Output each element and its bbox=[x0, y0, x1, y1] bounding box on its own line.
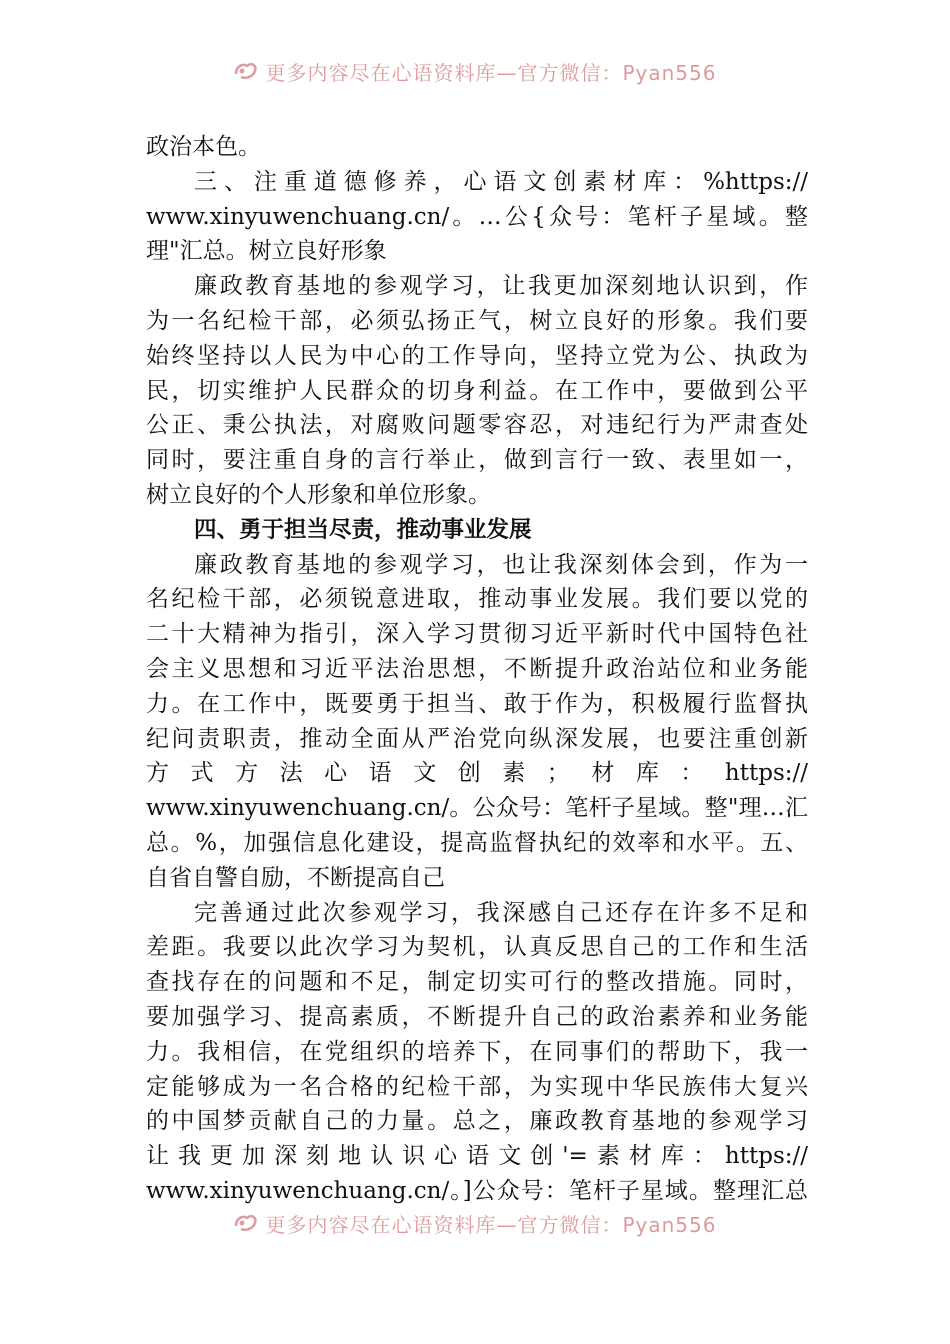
header-watermark bbox=[0, 56, 950, 86]
body-line: www.xinyuwenchuang.cn/。…公{众号：笔杆子星域。整 bbox=[146, 203, 808, 230]
paragraph-line: 二十大精神为指引，深入学习贯彻习近平新时代中国特色社 bbox=[146, 621, 808, 648]
paragraph-line: 定能够成为一名合格的纪检干部，为实现中华民族伟大复兴 bbox=[146, 1073, 808, 1100]
paragraph-line: 廉政教育基地的参观学习，让我更加深刻地认识到，作 bbox=[194, 273, 808, 300]
header-watermark-text: 更多内容尽在心语资料库—官方微信：Pyan556 bbox=[265, 60, 717, 85]
paragraph-line: 会主义思想和习近平法治思想，不断提升政治站位和业务能 bbox=[146, 655, 808, 682]
paragraph-line: 查找存在的问题和不足，制定切实可行的整改措施。同时， bbox=[146, 969, 808, 996]
paragraph-line: 公正、秉公执法，对腐败问题零容忍，对违纪行为严肃查处 bbox=[146, 412, 808, 439]
paragraph-line: 民，切实维护人民群众的切身利益。在工作中，要做到公平 bbox=[146, 377, 808, 404]
body-line: 政治本色。 bbox=[146, 134, 261, 160]
paragraph-line: 力。在工作中，既要勇于担当、敢于作为，积极履行监督执 bbox=[146, 690, 808, 717]
section-heading-4: 四、勇于担当尽责，推动事业发展 bbox=[194, 516, 532, 543]
paragraph-line: 方式方法心语文创素；材库：https:// bbox=[146, 760, 808, 787]
paragraph-line: 的中国梦贡献自己的力量。总之，廉政教育基地的参观学习 bbox=[146, 1108, 808, 1135]
footer-watermark bbox=[0, 1208, 950, 1238]
paragraph-line: 廉政教育基地的参观学习，也让我深刻体会到，作为一 bbox=[194, 551, 808, 578]
paragraph-line: 同时，要注重自身的言行举止，做到言行一致、表里如一， bbox=[146, 447, 808, 474]
section-heading-3: 三、注重道德修养，心语文创素材库：%https:// bbox=[194, 168, 808, 195]
document-body bbox=[146, 130, 808, 1209]
paragraph-line: 让我更加深刻地认识心语文创'=素材库：https:// bbox=[146, 1143, 808, 1170]
paragraph-line: www.xinyuwenchuang.cn/。]公众号：笔杆子星域。整理汇总 bbox=[146, 1177, 808, 1204]
logo-icon bbox=[233, 60, 259, 82]
paragraph-line: 力。我相信，在党组织的培养下，在同事们的帮助下，我一 bbox=[146, 1038, 808, 1065]
paragraph-line: 为一名纪检干部，必须弘扬正气，树立良好的形象。我们要 bbox=[146, 307, 808, 334]
section-heading-5: 自省自警自励，不断提高自己 bbox=[146, 864, 445, 891]
paragraph-line: 始终坚持以人民为中心的工作导向，坚持立党为公、执政为 bbox=[146, 342, 808, 369]
paragraph-line: www.xinyuwenchuang.cn/。公众号：笔杆子星域。整"理…汇 bbox=[146, 795, 808, 822]
paragraph-line: 树立良好的个人形象和单位形象。 bbox=[146, 481, 491, 508]
paragraph-line: 要加强学习、提高素质，不断提升自己的政治素养和业务能 bbox=[146, 1003, 808, 1030]
body-line: 理"汇总。树立良好形象 bbox=[146, 238, 387, 265]
paragraph-line: 完善通过此次参观学习，我深感自己还存在许多不足和 bbox=[194, 899, 808, 926]
paragraph-line: 纪问责职责，推动全面从严治党向纵深发展，也要注重创新 bbox=[146, 725, 808, 752]
paragraph-line: 总。%，加强信息化建设，提高监督执纪的效率和水平。五、 bbox=[146, 829, 808, 856]
footer-watermark-text: 更多内容尽在心语资料库—官方微信：Pyan556 bbox=[265, 1212, 717, 1237]
paragraph-line: 名纪检干部，必须锐意进取，推动事业发展。我们要以党的 bbox=[146, 586, 808, 613]
logo-icon bbox=[233, 1212, 259, 1234]
paragraph-line: 差距。我要以此次学习为契机，认真反思自己的工作和生活 bbox=[146, 934, 808, 961]
